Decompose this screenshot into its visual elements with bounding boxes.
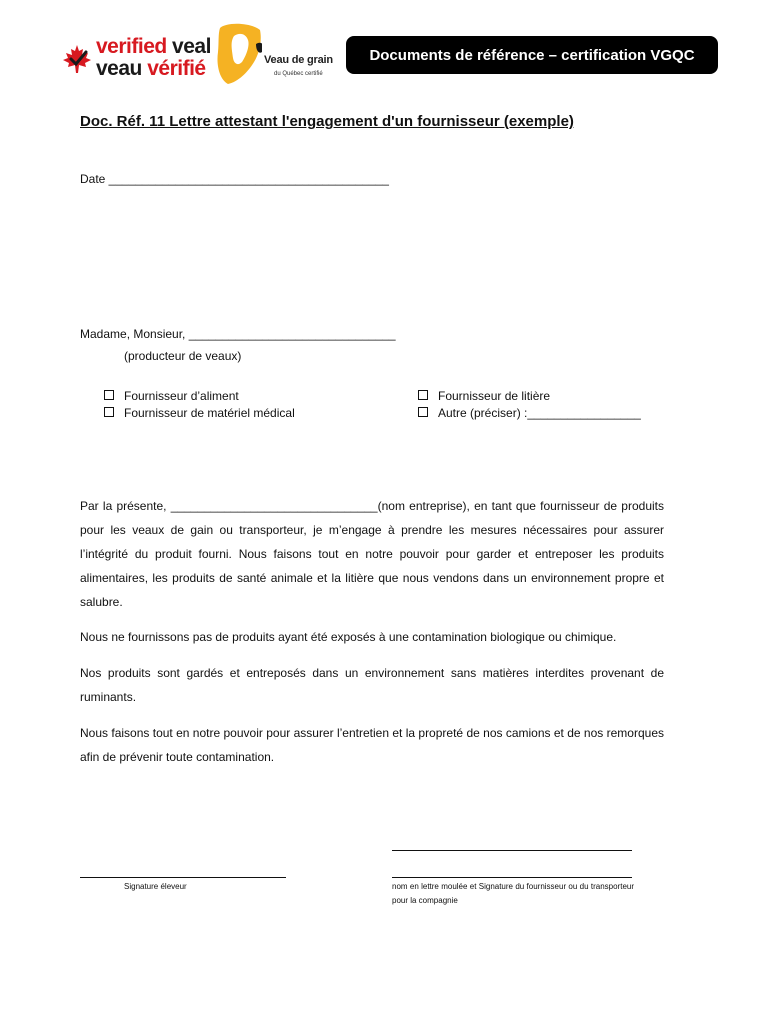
salutation-line: Madame, Monsieur, _______________________________: [80, 327, 396, 341]
paragraph-engagement: Par la présente, _______________________________(nom entreprise), en tant que fournisseur de produits pour les veaux de gain ou transporteur, je m’engage à prendre les mesures nécessaires pour assurer l’intégrité du produit fourni. Nous faisons tout en notre pouvoir pour garder et entreposer les produits alimentaires, les produits de santé animale et la litière que nous vendons dans un environnement propre et salubre.: [80, 499, 664, 609]
maple-leaf-icon: [62, 44, 92, 74]
checkbox-square-icon[interactable]: [418, 407, 428, 417]
veau-de-grain-logo: [216, 22, 336, 84]
checkbox-feed-supplier[interactable]: Fournisseur d’aliment: [104, 388, 239, 405]
signature-label-breeder: Signature éleveur: [124, 882, 187, 891]
signature-label-supplier: nom en lettre moulée et Signature du fournisseur ou du transporteur pour la compagnie: [392, 882, 634, 905]
paragraph-trucks: Nous faisons tout en notre pouvoir pour assurer l’entretien et la propreté de nos camions et de nos remorques afin de prévenir toute contamination.: [80, 726, 664, 764]
logo-text-verified-veal: verified veal: [96, 35, 211, 58]
signature-line-breeder: [80, 877, 286, 878]
calf-head-icon: [216, 22, 262, 84]
checkbox-square-icon[interactable]: [104, 390, 114, 400]
logo-text-quebec-certifie: du Québec certifié: [274, 71, 323, 77]
checkbox-medical-supplier[interactable]: Fournisseur de matériel médical: [104, 405, 295, 422]
checkbox-square-icon[interactable]: [418, 390, 428, 400]
logo-text-veau-de-grain: Veau de grain: [264, 54, 333, 66]
document-title: Doc. Réf. 11 Lettre attestant l'engagement d'un fournisseur (exemple): [80, 113, 574, 130]
checkbox-square-icon[interactable]: [104, 407, 114, 417]
paragraph-storage: Nos produits sont gardés et entreposés dans un environnement sans matières interdites provenant de ruminants.: [80, 666, 664, 704]
checkbox-other[interactable]: Autre (préciser) :_________________: [418, 405, 641, 422]
verified-veal-logo: [62, 34, 212, 84]
signature-line-supplier: [392, 877, 632, 878]
paragraph-contamination: Nous ne fournissons pas de produits ayant été exposés à une contamination biologique ou chimique.: [80, 630, 617, 644]
producer-note: (producteur de veaux): [124, 349, 242, 363]
date-field: Date __________________________________________: [80, 172, 389, 186]
header-banner: Documents de référence – certification VGQC: [346, 36, 718, 74]
logo-text-veau-verifie: veau vérifié: [96, 57, 206, 80]
signature-line-supplier-name: [392, 850, 632, 851]
checkbox-litter-supplier[interactable]: Fournisseur de litière: [418, 388, 550, 405]
